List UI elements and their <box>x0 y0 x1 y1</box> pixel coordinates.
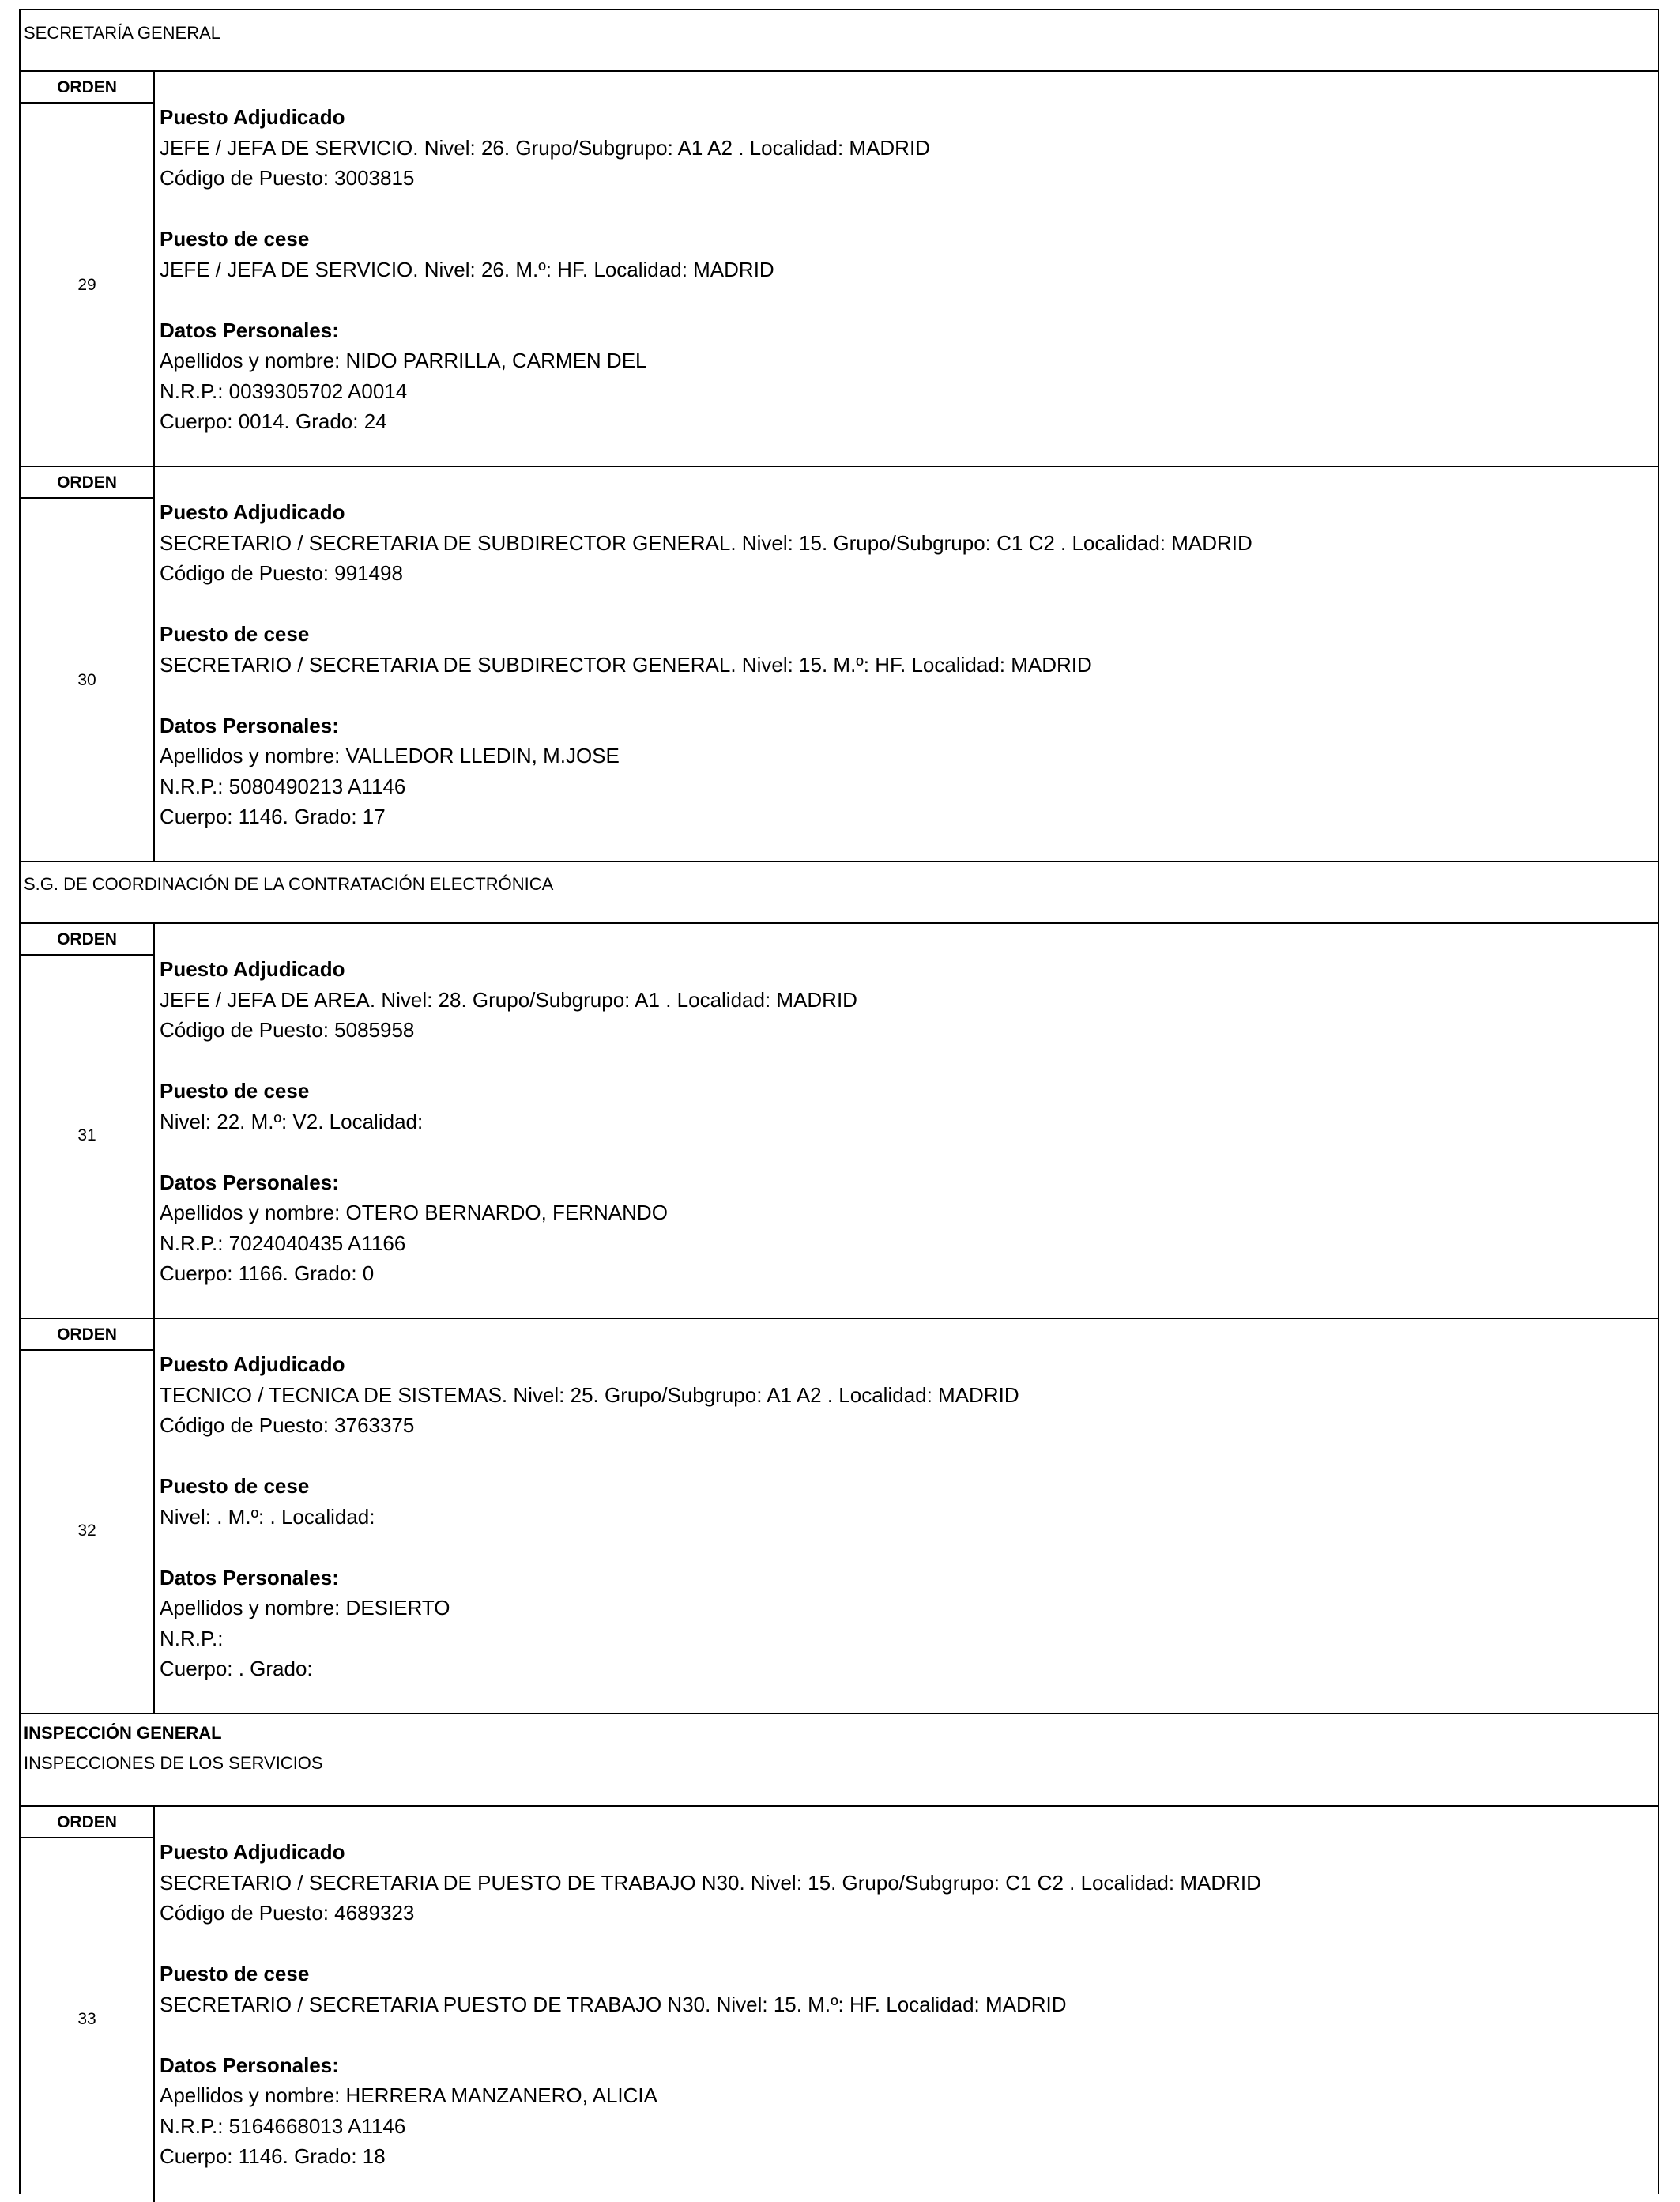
orden-label: ORDEN <box>21 467 153 499</box>
section-header <box>21 1718 1658 1778</box>
orden-number: 32 <box>77 1521 96 1540</box>
codigo-puesto: Código de Puesto: 4689323 <box>160 1901 415 1925</box>
puesto-cese-heading: Puesto de cese <box>160 1474 310 1498</box>
puesto-adjudicado-heading: Puesto Adjudicado <box>160 1352 345 1376</box>
orden-label: ORDEN <box>21 1807 153 1838</box>
entry-29 <box>21 72 1658 467</box>
apellidos-nombre: Apellidos y nombre: DESIERTO <box>160 1596 450 1619</box>
entry-content <box>160 954 1650 1289</box>
orden-column <box>21 72 155 467</box>
puesto-adjudicado-text: TECNICO / TECNICA DE SISTEMAS. Nivel: 25. Grupo/Subgrupo: A1 A2 . Localidad: MADRID <box>160 1382 1019 1407</box>
apellidos-nombre: Apellidos y nombre: OTERO BERNARDO, FERNANDO <box>160 1201 668 1224</box>
entry-33 <box>21 1807 1658 2202</box>
divider <box>21 861 1658 862</box>
codigo-puesto: Código de Puesto: 3003815 <box>160 166 415 190</box>
puesto-cese-heading: Puesto de cese <box>160 1962 310 1985</box>
entry-31 <box>21 924 1658 1319</box>
puesto-cese-text: SECRETARIO / SECRETARIA PUESTO DE TRABAJO N30. Nivel: 15. M.º: HF. Localidad: MADRID <box>160 1992 1067 2016</box>
orden-column <box>21 1319 155 1714</box>
datos-personales-heading: Datos Personales: <box>160 318 339 342</box>
orden-label: ORDEN <box>21 924 153 956</box>
section-title: S.G. DE COORDINACIÓN DE LA CONTRATACIÓN ELECTRÓNICA <box>24 874 554 894</box>
nrp: N.R.P.: 0039305702 A0014 <box>160 379 408 403</box>
puesto-adjudicado-text: SECRETARIO / SECRETARIA DE PUESTO DE TRABAJO N30. Nivel: 15. Grupo/Subgrupo: C1 C2 . Localidad: MADRID <box>160 1870 1261 1895</box>
nrp: N.R.P.: 5080490213 A1146 <box>160 774 406 798</box>
orden-label: ORDEN <box>21 1319 153 1351</box>
puesto-cese-heading: Puesto de cese <box>160 227 310 251</box>
orden-column <box>21 467 155 862</box>
entry-content <box>160 1837 1650 2172</box>
nrp: N.R.P.: <box>160 1626 224 1650</box>
entry-32 <box>21 1319 1658 1714</box>
codigo-puesto: Código de Puesto: 5085958 <box>160 1018 415 1042</box>
puesto-adjudicado-text: SECRETARIO / SECRETARIA DE SUBDIRECTOR GENERAL. Nivel: 15. Grupo/Subgrupo: C1 C2 . Localidad: MADRID <box>160 530 1252 555</box>
section-title: INSPECCIÓN GENERAL <box>24 1723 222 1743</box>
datos-personales-heading: Datos Personales: <box>160 713 339 737</box>
puesto-cese-text: Nivel: 22. M.º: V2. Localidad: <box>160 1109 424 1133</box>
puesto-cese-heading: Puesto de cese <box>160 622 310 646</box>
nrp: N.R.P.: 5164668013 A1146 <box>160 2113 406 2138</box>
document-page <box>19 9 1659 2194</box>
cuerpo-grado: Cuerpo: 1146. Grado: 17 <box>160 805 386 828</box>
puesto-cese-text: SECRETARIO / SECRETARIA DE SUBDIRECTOR GENERAL. Nivel: 15. M.º: HF. Localidad: MADRID <box>160 652 1092 677</box>
nrp: N.R.P.: 7024040435 A1166 <box>160 1231 406 1255</box>
entry-content <box>160 102 1650 437</box>
puesto-cese-heading: Puesto de cese <box>160 1079 310 1103</box>
puesto-cese-text: Nivel: . M.º: . Localidad: <box>160 1504 375 1529</box>
codigo-puesto: Código de Puesto: 3763375 <box>160 1413 415 1437</box>
datos-personales-heading: Datos Personales: <box>160 1170 339 1194</box>
puesto-adjudicado-heading: Puesto Adjudicado <box>160 957 345 981</box>
puesto-cese-text: JEFE / JEFA DE SERVICIO. Nivel: 26. M.º: HF. Localidad: MADRID <box>160 257 774 281</box>
entry-30 <box>21 467 1658 862</box>
cuerpo-grado: Cuerpo: 1166. Grado: 0 <box>160 1261 375 1285</box>
cuerpo-grado: Cuerpo: . Grado: <box>160 1657 313 1680</box>
puesto-adjudicado-heading: Puesto Adjudicado <box>160 1840 345 1864</box>
section-subtitle: INSPECCIONES DE LOS SERVICIOS <box>24 1753 323 1773</box>
section-title: SECRETARÍA GENERAL <box>24 23 220 43</box>
entry-content <box>160 1349 1650 1684</box>
divider <box>21 1713 1658 1714</box>
orden-column <box>21 924 155 1319</box>
orden-column <box>21 1807 155 2202</box>
section-header <box>21 18 1658 48</box>
orden-label: ORDEN <box>21 72 153 104</box>
datos-personales-heading: Datos Personales: <box>160 2053 339 2077</box>
section-header <box>21 869 1658 899</box>
orden-number: 33 <box>77 2010 96 2028</box>
codigo-puesto: Código de Puesto: 991498 <box>160 561 403 585</box>
orden-number: 29 <box>77 276 96 294</box>
datos-personales-heading: Datos Personales: <box>160 1565 339 1589</box>
puesto-adjudicado-heading: Puesto Adjudicado <box>160 500 345 524</box>
entry-content <box>160 497 1650 832</box>
apellidos-nombre: Apellidos y nombre: VALLEDOR LLEDIN, M.JOSE <box>160 744 620 767</box>
cuerpo-grado: Cuerpo: 1146. Grado: 18 <box>160 2144 386 2168</box>
orden-number: 31 <box>77 1126 96 1144</box>
apellidos-nombre: Apellidos y nombre: NIDO PARRILLA, CARMEN DEL <box>160 349 647 372</box>
puesto-adjudicado-heading: Puesto Adjudicado <box>160 105 345 129</box>
apellidos-nombre: Apellidos y nombre: HERRERA MANZANERO, ALICIA <box>160 2083 657 2107</box>
puesto-adjudicado-text: JEFE / JEFA DE AREA. Nivel: 28. Grupo/Subgrupo: A1 . Localidad: MADRID <box>160 987 857 1012</box>
orden-number: 30 <box>77 671 96 689</box>
puesto-adjudicado-text: JEFE / JEFA DE SERVICIO. Nivel: 26. Grupo/Subgrupo: A1 A2 . Localidad: MADRID <box>160 135 930 160</box>
cuerpo-grado: Cuerpo: 0014. Grado: 24 <box>160 409 387 433</box>
